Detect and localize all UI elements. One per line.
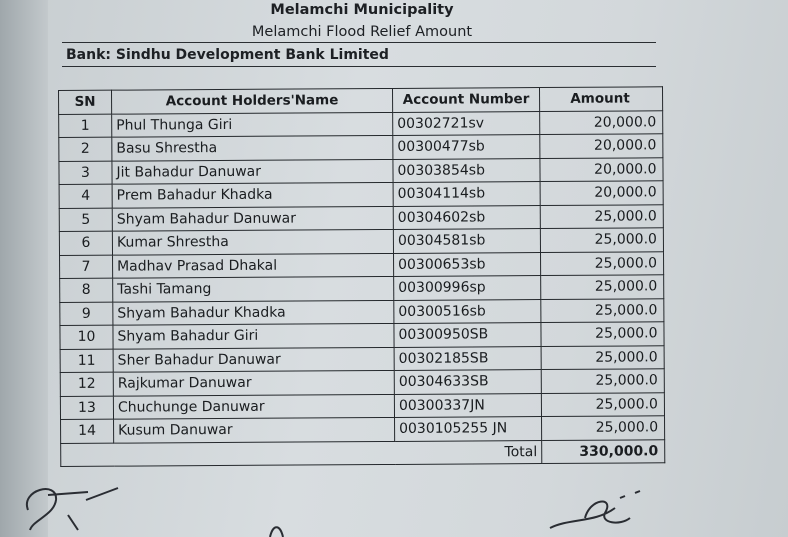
cell-sn: 12 xyxy=(60,372,113,396)
cell-account: 00304602sb xyxy=(393,205,540,229)
cell-amount: 25,000.0 xyxy=(540,251,663,275)
sheet-edge-shadow xyxy=(0,0,48,537)
relief-table xyxy=(58,86,665,467)
cell-name: Tashi Tamang xyxy=(113,276,394,301)
cell-name: Prem Bahadur Khadka xyxy=(112,182,393,207)
cell-sn: 1 xyxy=(59,114,112,138)
signature-right xyxy=(545,488,655,537)
cell-amount: 25,000.0 xyxy=(542,416,665,440)
column-header-sn: SN xyxy=(59,90,112,114)
header-rule-top xyxy=(62,42,656,43)
cell-account: 00304581sb xyxy=(393,229,540,253)
header-rule-bottom xyxy=(62,66,656,67)
document-subtitle: Melamchi Flood Relief Amount xyxy=(251,24,473,40)
cell-name: Basu Shrestha xyxy=(112,135,393,160)
column-header-name: Account Holders'Name xyxy=(112,88,393,113)
cell-account: 00300950SB xyxy=(394,323,541,347)
cell-account: 00300653sb xyxy=(394,252,541,276)
cell-account: 00300337JN xyxy=(394,393,541,417)
cell-sn: 5 xyxy=(59,208,112,232)
cell-account: 00300996sp xyxy=(394,276,541,300)
cell-sn: 7 xyxy=(60,255,113,279)
cell-amount: 25,000.0 xyxy=(541,322,664,346)
cell-sn: 3 xyxy=(59,161,112,185)
cell-sn: 11 xyxy=(60,349,113,373)
cell-name: Sher Bahadur Danuwar xyxy=(113,347,394,372)
cell-amount: 25,000.0 xyxy=(541,298,664,322)
signature-left xyxy=(18,470,148,537)
cell-amount: 20,000.0 xyxy=(540,134,663,158)
municipality-title: Melamchi Municipality xyxy=(270,2,454,18)
signature-middle-fragment xyxy=(265,522,295,537)
cell-name: Chuchunge Danuwar xyxy=(113,394,394,419)
cell-account: 00304114sb xyxy=(393,182,540,206)
table-header-row xyxy=(59,87,663,114)
total-label: Total xyxy=(395,440,542,464)
total-row xyxy=(61,439,665,466)
cell-amount: 25,000.0 xyxy=(540,204,663,228)
cell-account: 00304633SB xyxy=(394,370,541,394)
cell-name: Phul Thunga Giri xyxy=(112,112,393,137)
column-header-amount: Amount xyxy=(539,87,662,111)
cell-amount: 25,000.0 xyxy=(541,392,664,416)
cell-amount: 25,000.0 xyxy=(541,369,664,393)
cell-sn: 10 xyxy=(60,325,113,349)
cell-name: Rajkumar Danuwar xyxy=(113,370,394,395)
cell-sn: 13 xyxy=(60,396,113,420)
cell-name: Shyam Bahadur Khadka xyxy=(113,300,394,325)
cell-sn: 14 xyxy=(61,419,114,443)
cell-amount: 20,000.0 xyxy=(540,181,663,205)
cell-name: Kusum Danuwar xyxy=(114,417,395,442)
cell-amount: 25,000.0 xyxy=(541,345,664,369)
column-header-account: Account Number xyxy=(392,88,539,112)
cell-sn: 9 xyxy=(60,302,113,326)
cell-sn: 2 xyxy=(59,137,112,161)
cell-sn: 6 xyxy=(59,231,112,255)
cell-account: 00300516sb xyxy=(394,299,541,323)
cell-account: 00302185SB xyxy=(394,346,541,370)
bank-name: Bank: Sindhu Development Bank Limited xyxy=(66,47,389,63)
cell-sn: 4 xyxy=(59,184,112,208)
cell-name: Shyam Bahadur Danuwar xyxy=(112,206,393,231)
cell-account: 00300477sb xyxy=(393,135,540,159)
cell-sn: 8 xyxy=(60,278,113,302)
total-value: 330,000.0 xyxy=(542,439,665,463)
cell-amount: 25,000.0 xyxy=(541,275,664,299)
cell-name: Kumar Shrestha xyxy=(112,229,393,254)
cell-account: 00302721sv xyxy=(393,111,540,135)
cell-name: Shyam Bahadur Giri xyxy=(113,323,394,348)
cell-name: Madhav Prasad Dhakal xyxy=(113,253,394,278)
cell-name: Jit Bahadur Danuwar xyxy=(112,159,393,184)
cell-amount: 20,000.0 xyxy=(540,157,663,181)
total-blank-cell xyxy=(61,441,395,467)
cell-amount: 20,000.0 xyxy=(540,110,663,134)
cell-amount: 25,000.0 xyxy=(540,228,663,252)
cell-account: 00303854sb xyxy=(393,158,540,182)
cell-account: 0030105255 JN xyxy=(395,417,542,441)
